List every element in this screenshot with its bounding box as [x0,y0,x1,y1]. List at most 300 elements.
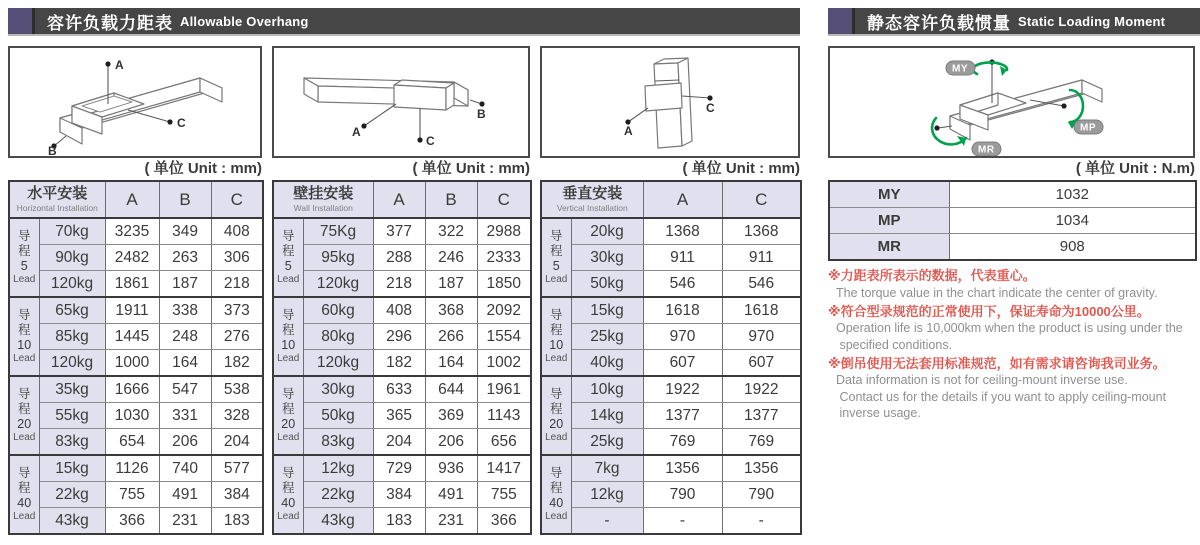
value-cell: 1356 [643,455,722,482]
value-cell: 2988 [477,218,531,245]
value-cell: 231 [159,508,211,535]
value-cell: 331 [159,403,211,429]
table-row [541,350,801,377]
value-cell: 769 [643,429,722,456]
lead-number: 40 [549,496,564,510]
value-cell: 182 [211,350,263,377]
table-row [273,482,531,508]
load-cell: 14kg [571,403,643,429]
lead-word: Lead [277,353,300,364]
table-row [273,245,531,271]
wall-installation-diagram-box [272,46,530,158]
load-cell: 30kg [303,376,373,403]
column-header-c: C [477,181,531,218]
value-cell: 349 [159,218,211,245]
note-zh-line: ※力距表所表示的数据，代表重心。 [828,268,1036,283]
table-row [541,324,801,350]
lead-zh-2: 程 [549,402,563,416]
unit-label-mm: ( 单位 Unit : mm) [144,160,262,177]
table-row [273,403,531,429]
value-cell: 365 [373,403,425,429]
value-cell: 276 [211,324,263,350]
point-label-b: B [48,144,57,156]
point-label-c: C [426,134,435,148]
note-en-line: Operation life is 10,000km when the product is using under the [836,321,1183,336]
table-header-row [9,181,263,218]
load-cell: 40kg [571,350,643,377]
moment-value-cell: 1034 [949,208,1196,234]
value-cell: 1911 [105,297,159,324]
lead-number: 20 [281,417,296,431]
value-cell: 164 [159,350,211,377]
table-row [541,508,801,535]
mp-badge-label: MP [1080,122,1096,134]
value-cell: 491 [425,482,477,508]
installation-title-zh: 壁挂安装 [293,185,354,203]
load-cell: 83kg [303,429,373,456]
point-label-b: B [477,107,486,121]
value-cell: 2333 [477,245,531,271]
moment-label-cell: MP [829,208,949,234]
section-header-static-loading-moment [828,8,1200,34]
value-cell: 1922 [643,376,722,403]
column-header-b: B [425,181,477,218]
lead-number: 10 [549,338,564,352]
lead-number: 20 [549,417,564,431]
value-cell: 248 [159,324,211,350]
load-cell: 70kg [39,218,105,245]
lead-word: Lead [13,353,36,364]
header-accent-square [828,8,855,34]
value-cell: 1445 [105,324,159,350]
value-cell: 1618 [722,297,801,324]
load-cell: 22kg [39,482,105,508]
value-cell: 790 [722,482,801,508]
value-cell: 183 [373,508,425,535]
lead-zh-1: 导 [281,229,295,243]
value-cell: 164 [425,350,477,377]
lead-group-cell [541,376,571,455]
lead-zh-1: 导 [17,229,31,243]
lead-zh-2: 程 [281,244,295,258]
value-cell: 366 [477,508,531,535]
value-cell: 1666 [105,376,159,403]
table-row [541,297,801,324]
lead-zh-1: 导 [549,229,563,243]
value-cell: 577 [211,455,263,482]
lead-number: 5 [20,259,28,273]
installation-title-zh: 水平安装 [27,185,88,203]
vertical-installation-table [540,180,802,535]
value-cell: 384 [211,482,263,508]
table-row [273,218,531,245]
table-row [273,324,531,350]
moment-label-cell: MY [829,181,949,208]
value-cell: 187 [425,271,477,298]
unit-label-nm: ( 单位 Unit : N.m) [1075,160,1195,177]
load-cell: 65kg [39,297,105,324]
load-cell: - [571,508,643,535]
value-cell: 368 [425,297,477,324]
column-header-c: C [722,181,801,218]
note-en-line: The torque value in the chart indicate the center of gravity. [836,285,1158,300]
installation-title-en: Vertical Installation [556,202,628,213]
note-en-line: specified conditions. [836,337,953,352]
value-cell: 633 [373,376,425,403]
table-row [9,429,263,456]
section-header-allowable-overhang [8,8,800,34]
lead-number: 5 [552,259,560,273]
value-cell: 1030 [105,403,159,429]
load-cell: 83kg [39,429,105,456]
lead-group-cell [9,376,39,455]
lead-group-cell [273,455,303,534]
value-cell: 740 [159,455,211,482]
value-cell: 1377 [643,403,722,429]
load-cell: 120kg [39,271,105,298]
header-accent-square [8,8,35,34]
value-cell: 288 [373,245,425,271]
value-cell: 373 [211,297,263,324]
value-cell: 607 [643,350,722,377]
table-row [9,482,263,508]
vertical-installation-diagram-box [540,46,800,158]
note-en-line: Data information is not for ceiling-mount inverse use. [836,373,1128,388]
lead-zh-2: 程 [281,402,295,416]
value-cell: 183 [211,508,263,535]
value-cell: 546 [722,271,801,298]
table-row [9,508,263,535]
lead-word: Lead [545,432,568,443]
lead-zh-2: 程 [17,481,31,495]
value-cell: 206 [159,429,211,456]
horizontal-installation-table [8,180,264,535]
table-row [541,429,801,456]
table-row [541,218,801,245]
load-cell: 50kg [303,403,373,429]
load-cell: 90kg [39,245,105,271]
load-cell: 60kg [303,297,373,324]
moment-row [829,208,1196,234]
column-header-c: C [211,181,263,218]
value-cell: 204 [211,429,263,456]
note-zh-line: ※符合型录规范的正常使用下，保证寿命为10000公里。 [828,303,1150,319]
table-row [9,350,263,377]
load-cell: 95kg [303,245,373,271]
table-row [9,403,263,429]
value-cell: 546 [643,271,722,298]
moment-value-cell: 1032 [949,181,1196,208]
lead-zh-2: 程 [281,323,295,337]
lead-zh-2: 程 [281,481,295,495]
load-cell: 43kg [303,508,373,535]
lead-group-cell [9,455,39,534]
point-label-c: C [177,116,186,130]
table-row [273,508,531,535]
value-cell: 1126 [105,455,159,482]
table-row [273,376,531,403]
point-label-a: A [624,124,633,138]
lead-zh-1: 导 [549,466,563,480]
value-cell: 911 [722,245,801,271]
lead-zh-2: 程 [17,402,31,416]
lead-number: 40 [281,496,296,510]
load-cell: 120kg [303,350,373,377]
table-row [541,245,801,271]
value-cell: 246 [425,245,477,271]
moment-value-cell: 908 [949,234,1196,261]
lead-word: Lead [277,432,300,443]
value-cell: 218 [373,271,425,298]
table-row [9,297,263,324]
value-cell: 1922 [722,376,801,403]
load-cell: 7kg [571,455,643,482]
notes-list [828,267,1198,421]
lead-number: 40 [17,496,32,510]
lead-group-cell [9,297,39,376]
table-header-row [273,181,531,218]
value-cell: 338 [159,297,211,324]
note-en-line: Contact us for the details if you want to apply ceiling-mount [836,389,1167,404]
value-cell: 384 [373,482,425,508]
column-header-a: A [105,181,159,218]
note-item [828,355,1198,421]
value-cell: 182 [373,350,425,377]
value-cell: 369 [425,403,477,429]
lead-zh-1: 导 [281,466,295,480]
value-cell: 1377 [722,403,801,429]
lead-zh-1: 导 [549,387,563,401]
horizontal-installation-diagram-box [8,46,262,158]
lead-number: 10 [17,338,32,352]
unit-label-mm: ( 单位 Unit : mm) [682,160,800,177]
value-cell: 366 [105,508,159,535]
table-row [9,376,263,403]
value-cell: 538 [211,376,263,403]
load-cell: 25kg [571,429,643,456]
table-row [9,218,263,245]
value-cell: 204 [373,429,425,456]
wall-installation-diagram [274,48,528,156]
lead-group-cell [273,297,303,376]
unit-label-mm: ( 单位 Unit : mm) [412,160,530,177]
table-row [273,455,531,482]
table-row [9,455,263,482]
value-cell: 1417 [477,455,531,482]
lead-word: Lead [277,274,300,285]
table-row [9,271,263,298]
table-row [541,271,801,298]
lead-zh-1: 导 [281,308,295,322]
load-cell: 55kg [39,403,105,429]
section-title-en: Allowable Overhang [180,13,309,29]
mr-badge-label: MR [978,144,995,156]
value-cell: 218 [211,271,263,298]
value-cell: 654 [105,429,159,456]
lead-number: 10 [281,338,296,352]
value-cell: 266 [425,324,477,350]
load-cell: 20kg [571,218,643,245]
value-cell: 263 [159,245,211,271]
value-cell: - [722,508,801,535]
lead-word: Lead [545,511,568,522]
load-cell: 120kg [303,271,373,298]
value-cell: 1002 [477,350,531,377]
value-cell: 408 [211,218,263,245]
lead-word: Lead [545,274,568,285]
load-cell: 12kg [571,482,643,508]
load-cell: 120kg [39,350,105,377]
value-cell: - [643,508,722,535]
lead-group-cell [273,376,303,455]
column-header-b: B [159,181,211,218]
wall-installation-column [272,46,530,535]
value-cell: 1143 [477,403,531,429]
column-header-a: A [373,181,425,218]
lead-group-cell [541,455,571,534]
lead-group-cell [541,218,571,297]
value-cell: 306 [211,245,263,271]
moment-row [829,234,1196,261]
vertical-installation-diagram [542,48,798,156]
value-cell: 656 [477,429,531,456]
table-row [541,482,801,508]
lead-zh-2: 程 [549,481,563,495]
value-cell: 970 [722,324,801,350]
load-cell: 10kg [571,376,643,403]
note-en-line: inverse usage. [836,405,921,420]
lead-group-cell [9,218,39,297]
lead-word: Lead [13,511,36,522]
load-cell: 30kg [571,245,643,271]
value-cell: 755 [105,482,159,508]
lead-word: Lead [277,511,300,522]
value-cell: 1961 [477,376,531,403]
value-cell: 1861 [105,271,159,298]
installation-title-cell [541,181,643,218]
table-row [9,324,263,350]
static-loading-moment-column [828,46,1195,421]
table-row [273,350,531,377]
load-cell: 22kg [303,482,373,508]
point-label-a: A [115,58,124,72]
vertical-installation-column [540,46,800,535]
section-title-zh: 容许负载力距表 [47,13,173,33]
value-cell: 408 [373,297,425,324]
value-cell: 769 [722,429,801,456]
value-cell: 1000 [105,350,159,377]
horizontal-installation-diagram [10,48,260,156]
lead-number: 20 [17,417,32,431]
lead-zh-2: 程 [549,244,563,258]
moment-diagram [830,48,1193,156]
value-cell: 790 [643,482,722,508]
value-cell: 3235 [105,218,159,245]
table-row [273,271,531,298]
table-row [9,245,263,271]
lead-number: 5 [284,259,292,273]
value-cell: 1618 [643,297,722,324]
value-cell: 1368 [643,218,722,245]
load-cell: 35kg [39,376,105,403]
horizontal-installation-column [8,46,262,535]
value-cell: 547 [159,376,211,403]
table-row [273,297,531,324]
table-row [541,455,801,482]
value-cell: 491 [159,482,211,508]
value-cell: 1554 [477,324,531,350]
moment-row [829,181,1196,208]
installation-title-en: Horizontal Installation [16,202,98,213]
lead-group-cell [541,297,571,376]
lead-word: Lead [545,353,568,364]
value-cell: 322 [425,218,477,245]
value-cell: 607 [722,350,801,377]
lead-zh-1: 导 [17,308,31,322]
load-cell: 12kg [303,455,373,482]
value-cell: 377 [373,218,425,245]
value-cell: 644 [425,376,477,403]
lead-word: Lead [13,432,36,443]
point-label-a: A [352,125,361,139]
static-loading-moment-table [828,180,1197,261]
lead-group-cell [273,218,303,297]
value-cell: 755 [477,482,531,508]
lead-zh-2: 程 [17,244,31,258]
value-cell: 1850 [477,271,531,298]
point-label-c: C [706,101,715,115]
table-header-row [541,181,801,218]
lead-word: Lead [13,274,36,285]
value-cell: 970 [643,324,722,350]
installation-title-en: Wall Installation [293,202,353,213]
my-badge-label: MY [952,63,968,75]
lead-zh-2: 程 [549,323,563,337]
table-row [273,429,531,456]
load-cell: 50kg [571,271,643,298]
wall-installation-table [272,180,532,535]
load-cell: 85kg [39,324,105,350]
load-cell: 43kg [39,508,105,535]
value-cell: 1356 [722,455,801,482]
value-cell: 1368 [722,218,801,245]
value-cell: 911 [643,245,722,271]
value-cell: 2092 [477,297,531,324]
note-item [828,303,1198,353]
installation-title-zh: 垂直安装 [562,185,623,203]
value-cell: 936 [425,455,477,482]
value-cell: 231 [425,508,477,535]
lead-zh-1: 导 [281,387,295,401]
load-cell: 75Kg [303,218,373,245]
column-header-a: A [643,181,722,218]
lead-zh-1: 导 [549,308,563,322]
value-cell: 296 [373,324,425,350]
section-title-zh: 静态容许负载惯量 [867,13,1011,33]
value-cell: 187 [159,271,211,298]
value-cell: 2482 [105,245,159,271]
value-cell: 206 [425,429,477,456]
moment-diagram-box [828,46,1195,158]
table-row [541,403,801,429]
lead-zh-1: 导 [17,466,31,480]
load-cell: 15kg [571,297,643,324]
load-cell: 15kg [39,455,105,482]
load-cell: 80kg [303,324,373,350]
note-item [828,267,1198,301]
note-zh-line: ※倒吊使用无法套用标准规范，如有需求请咨询我司业务。 [828,355,1166,371]
lead-zh-2: 程 [17,323,31,337]
